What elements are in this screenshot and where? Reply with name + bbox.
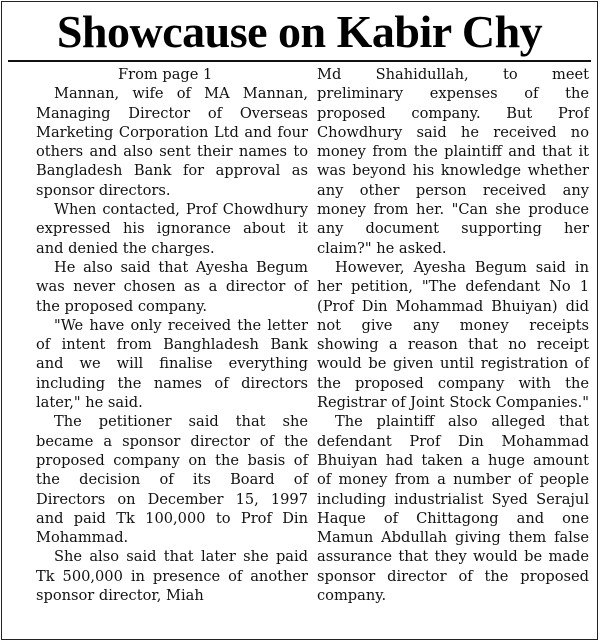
paragraph: The plaintiff also alleged that defendant Prof Din Mohammad Bhuiyan had taken a huge amount of money from a number of people including industrialist Syed Serajul Haque of Chittagong and one Mamun Abdullah giving them false assurance that they would be made sponsor director of the proposed company. — [317, 413, 589, 605]
paragraph: When contacted, Prof Chowdhury expressed his ignorance about it and denied the charges. — [36, 201, 308, 257]
paragraph: He also said that Ayesha Begum was never chosen as a director of the proposed company. — [36, 258, 308, 315]
news-clipping — [1, 1, 598, 640]
paragraph: The petitioner said that she became a sponsor director of the proposed company on the basis of the decision of its Board of Directors on December 15, 1997 and paid Tk 100,000 to Prof Din Mohammad. — [36, 413, 308, 547]
right-column — [317, 65, 589, 605]
jump-line: From page 1 — [118, 66, 213, 83]
paragraph: However, Ayesha Begum said in her petition, "The defendant No 1 (Prof Din Mohammad Bhuiyan) did not give any money receipts showing a reason that no receipt would be given until registration of the proposed company with the Registrar of Joint Stock Companies." — [317, 258, 589, 412]
headline-rule — [8, 60, 591, 62]
paragraph: Mannan, wife of MA Mannan, Managing Director of Overseas Marketing Corporation Ltd and four others and also sent their names to Bangladesh Bank for approval as sponsor directors. — [36, 85, 308, 199]
paragraph: She also said that later she paid Tk 500,000 in presence of another sponsor director, Miah — [36, 548, 308, 605]
left-column — [36, 65, 308, 605]
headline: Showcause on Kabir Chy — [56, 6, 543, 57]
paragraph: "We have only received the letter of intent from Banghladesh Bank and we will finalise everything including the names of directors later," he said. — [36, 316, 308, 412]
paragraph: Md Shahidullah, to meet preliminary expenses of the proposed company. But Prof Chowdhury said he received no money from the plaintiff and that it was beyond his knowledge whether any other person received any money from her. "Can she produce any document supporting her claim?" he asked. — [317, 66, 589, 257]
